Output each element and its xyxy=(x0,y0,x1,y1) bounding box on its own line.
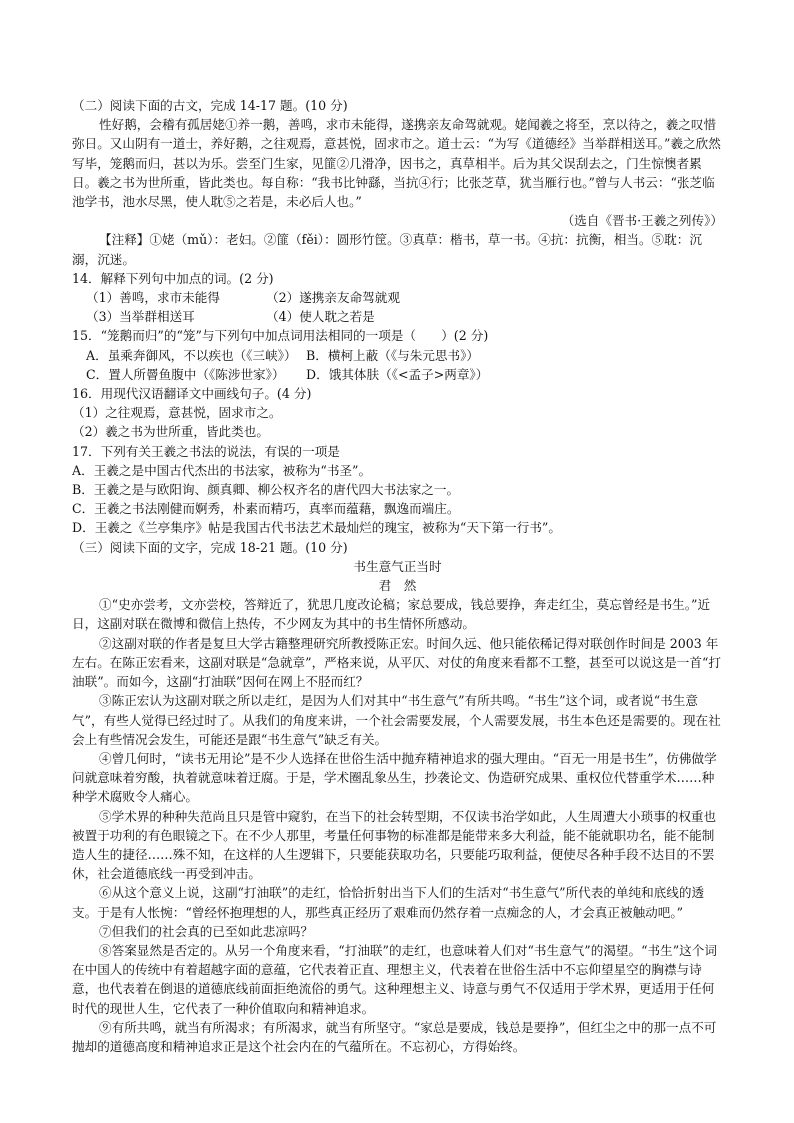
article-paragraph: ③陈正宏认为这副对联之所以走红，是因为人们对其中“书生意气”有所共鸣。“书生”这个词，或者说“书生意气”，有些人觉得已经过时了。从我们的角度来讲，一个社会需要发展，个人需要发展，书生本色还是需要的。现在社会上有些情况会发生，可能还是跟“书生意气”缺乏有关。 xyxy=(72,693,721,747)
classical-passage: 性好鹅，会稽有孤居姥①养一鹅，善鸣，求市未能得，遂携亲友命驾就观。姥闻羲之将至，烹以待之，羲之叹惜弥日。又山阴有一道士，养好鹅，之往观焉，意甚悦，固求市之。道士云：“为写《道德经》当举群相送耳。”羲之欣然写毕，笼鹅而归，甚以为乐。尝至门生家，见篚②几滑净，因书之，真草相半。后为其父误刮去之，门生惊懊者累日。羲之书为世所重，皆此类也。每自称：“我书比钟繇，当抗④行；比张芝草，犹当雁行也。”曾与人书云：“张芝临池学书，池水尽黑，使人耽⑤之若是，未必后人也。” xyxy=(72,117,721,210)
article-paragraph: ⑤学术界的种种失范尚且只是管中窥豹，在当下的社会转型期，不仅读书治学如此，人生周遭大小琐事的权重也被置于功利的有色眼镜之下。在不少人那里，考量任何事物的标准都是能带来多大利益，能不能就职功名，能不能制造人生的捷径……殊不知，在这样的人生逻辑下，只要能获取功名，只要能巧取利益，便使尽各种手段不达目的不罢休，社会道德底线一再受到冲击。 xyxy=(72,808,717,882)
q17-option-d: D．王羲之《兰亭集序》帖是我国古代书法艺术最灿烂的瑰宝，被称为“天下第一行书”。 xyxy=(72,520,561,536)
q17-stem: 17．下列有关王羲之书法的说法，有误的一项是 xyxy=(72,443,340,459)
q16-item: （1）之往观焉，意甚悦，固求市之。 xyxy=(72,405,282,421)
article-paragraph: ④曾几何时，“读书无用论”是不少人选择在世俗生活中抛弃精神追求的强大理由。“百无一用是书生”，仿佛做学问就意味着穷酸，执着就意味着迂腐。于是，学术圈乱象丛生，抄袭论文、伪造研究成果、重权位代替重学术……种种学术腐败令人痛心。 xyxy=(72,750,717,805)
q16-item: （2）羲之书为世所重，皆此类也。 xyxy=(72,424,269,440)
exam-page xyxy=(72,96,723,1056)
q15-row-1 xyxy=(72,346,723,365)
q14-row-2 xyxy=(72,307,723,326)
article-author: 君 然 xyxy=(378,578,417,594)
q14-item: （4）使人耽之若是 xyxy=(266,309,375,325)
section3-heading: （三）阅读下面的文字，完成 18-21 题。(10 分) xyxy=(72,539,348,555)
q15-option-b: B．横柯上蔽（《与朱元思书》） xyxy=(306,347,479,363)
q15-option-a: A．虽乘奔御风，不以疾也（《三峡》） xyxy=(86,347,297,363)
article-paragraph: ⑨有所共鸣，就当有所渴求；有所渴求，就当有所坚守。“家总是要成，钱总是要挣”，但红尘之中的那一点不可抛却的道德高度和精神追求正是这个社会内在的气蕴所在。不忘初心，方得始终。 xyxy=(72,1019,717,1054)
q16-stem: 16．用现代汉语翻译文中画线句子。(4 分) xyxy=(72,386,312,402)
q14-stem: 14．解释下列句中加点的词。(2 分) xyxy=(72,270,274,286)
q15-option-d: D．饿其体肤（《<孟子>两章》） xyxy=(306,366,489,382)
q14-item: （2）遂携亲友命驾就观 xyxy=(266,290,400,306)
q17-option-b: B．王羲之是与欧阳询、颜真卿、柳公权齐名的唐代四大书法家之一。 xyxy=(72,482,460,498)
passage-source: （选自《晋书·王羲之列传》） xyxy=(561,213,723,229)
section2-heading: （二）阅读下面的古文，完成 14-17 题。(10 分) xyxy=(72,98,348,113)
q14-item: （1）善鸣，求市未能得 xyxy=(86,290,220,306)
article-paragraph: ①“史亦尝考，文亦尝校，答辩近了，犹思几度改论稿；家总要成，钱总要挣，奔走红尘，莫忘曾经是书生。”近日，这副对联在微博和微信上热传，不少网友为其中的书生情怀所感动。 xyxy=(72,597,711,632)
article-paragraph: ⑧答案显然是否定的。从另一个角度来看，“打油联”的走红，也意味着人们对“书生意气”的渴望。“书生”这个词在中国人的传统中有着超越字面的意蕴，它代表着正直、理想主义，代表着在世俗生活中不忘仰望星空的胸襟与诗意，也代表着在倒退的道德底线前面拒绝流俗的勇气。这种理想主义、诗意与勇气不仅适用于学术界，更适用于任何时代的现世人生，它代表了一种价值取向和精神追求。 xyxy=(72,942,717,1016)
q14-row-1 xyxy=(72,288,723,307)
article-paragraph: ⑥从这个意义上说，这副“打油联”的走红，恰恰折射出当下人们的生活对“书生意气”所代表的单纯和底线的透支。于是有人怅惋：“曾经怀抱理想的人，那些真正经历了艰难而仍然存着一点痴念的人，才会真正被触动吧。” xyxy=(72,885,705,920)
article-paragraph: ⑦但我们的社会真的已至如此悲凉吗？ xyxy=(99,923,314,939)
article-paragraph: ②这副对联的作者是复旦大学古籍整理研究所教授陈正宏。时间久远、他只能依稀记得对联创作时间是 2003 年左右。在陈正宏看来，这副对联是“急就章”，严格来说，从平仄、对仗的角度来看都不工整，甚至可以说这是一首“打油联”。而如今，这副“打油联”因何在网上不胫而红？ xyxy=(72,635,722,690)
q17-option-c: C．王羲之书法刚健而婀秀，朴素而精巧，真率而蕴藉，飘逸而端庄。 xyxy=(72,501,460,517)
q15-row-2 xyxy=(72,365,723,384)
q17-option-a: A．王羲之是中国古代杰出的书法家，被称为“书圣”。 xyxy=(72,462,372,478)
article-title: 书生意气正当时 xyxy=(353,558,442,574)
q14-item: （3）当举群相送耳 xyxy=(86,309,195,325)
q15-option-c: C．置人所罾鱼腹中（《陈涉世家》） xyxy=(86,366,285,382)
q15-stem: 15．“笼鹅而归”的“笼”与下列句中加点词用法相同的一项是（ ）(2 分) xyxy=(72,328,489,344)
annotation-note: 【注释】①姥（mǔ）：老妇。②篚（fěi）：圆形竹筐。③真草：楷书，草一书。④抗：抗衡，相当。⑤耽：沉溺，沉迷。 xyxy=(72,232,702,267)
